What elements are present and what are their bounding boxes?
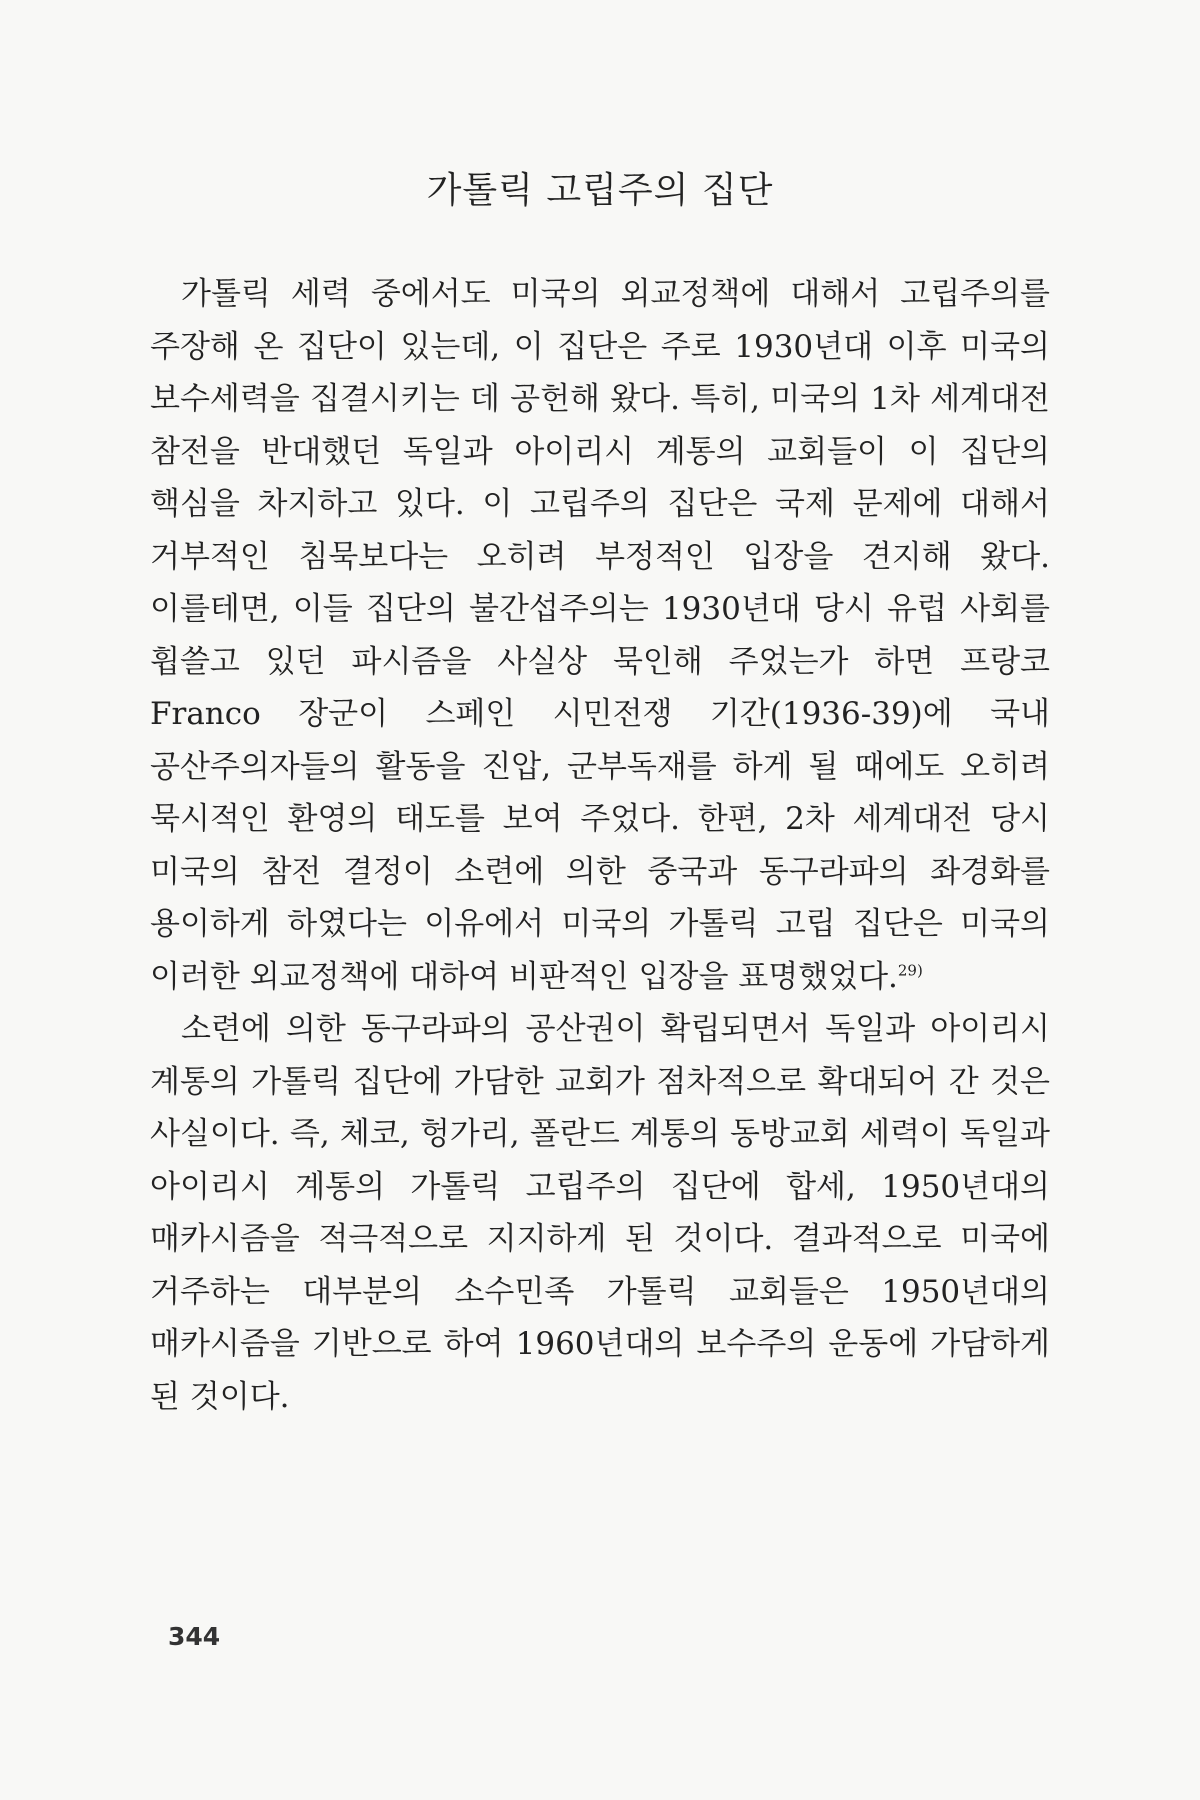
body-text xyxy=(150,268,1050,1423)
paragraph-1 xyxy=(150,268,1050,1003)
paragraph-1-text: 가톨릭 세력 중에서도 미국의 외교정책에 대해서 고립주의를 주장해 온 집단이 있는데, 이 집단은 주로 1930년대 이후 미국의 보수세력을 집결시키는 데 공헌해 왔다. 특히, 미국의 1차 세계대전 참전을 반대했던 독일과 아이리시 계통의 교회들이 이 집단의 핵심을 차지하고 있다. 이 고립주의 집단은 국제 문제에 대해서 거부적인 침묵보다는 오히려 부정적인 입장을 견지해 왔다. 이를테면, 이들 집단의 불간섭주의는 1930년대 당시 유럽 사회를 휩쓸고 있던 파시즘을 사실상 묵인해 주었는가 하면 프랑코 Franco 장군이 스페인 시민전쟁 기간(1936-39)에 국내 공산주의자들의 활동을 진압, 군부독재를 하게 될 때에도 오히려 묵시적인 환영의 태도를 보여 주었다. 한편, 2차 세계대전 당시 미국의 참전 결정이 소련에 의한 중국과 동구라파의 좌경화를 용이하게 하였다는 이유에서 미국의 가톨릭 고립 집단은 미국의 이러한 외교정책에 대하여 비판적인 입장을 표명했었다. xyxy=(150,276,1050,995)
page-number: 344 xyxy=(168,1622,221,1651)
paragraph-2-text: 소련에 의한 동구라파의 공산권이 확립되면서 독일과 아이리시 계통의 가톨릭 집단에 가담한 교회가 점차적으로 확대되어 간 것은 사실이다. 즉, 체코, 헝가리, 폴란드 계통의 동방교회 세력이 독일과 아이리시 계통의 가톨릭 고립주의 집단에 합세, 1950년대의 매카시즘을 적극적으로 지지하게 된 것이다. 결과적으로 미국에 거주하는 대부분의 소수민족 가톨릭 교회들은 1950년대의 매카시즘을 기반으로 하여 1960년대의 보수주의 운동에 가담하게 된 것이다. xyxy=(150,1011,1050,1415)
paragraph-2 xyxy=(150,1003,1050,1423)
section-title: 가톨릭 고립주의 집단 xyxy=(426,170,774,211)
footnote-reference: 29) xyxy=(897,961,923,980)
